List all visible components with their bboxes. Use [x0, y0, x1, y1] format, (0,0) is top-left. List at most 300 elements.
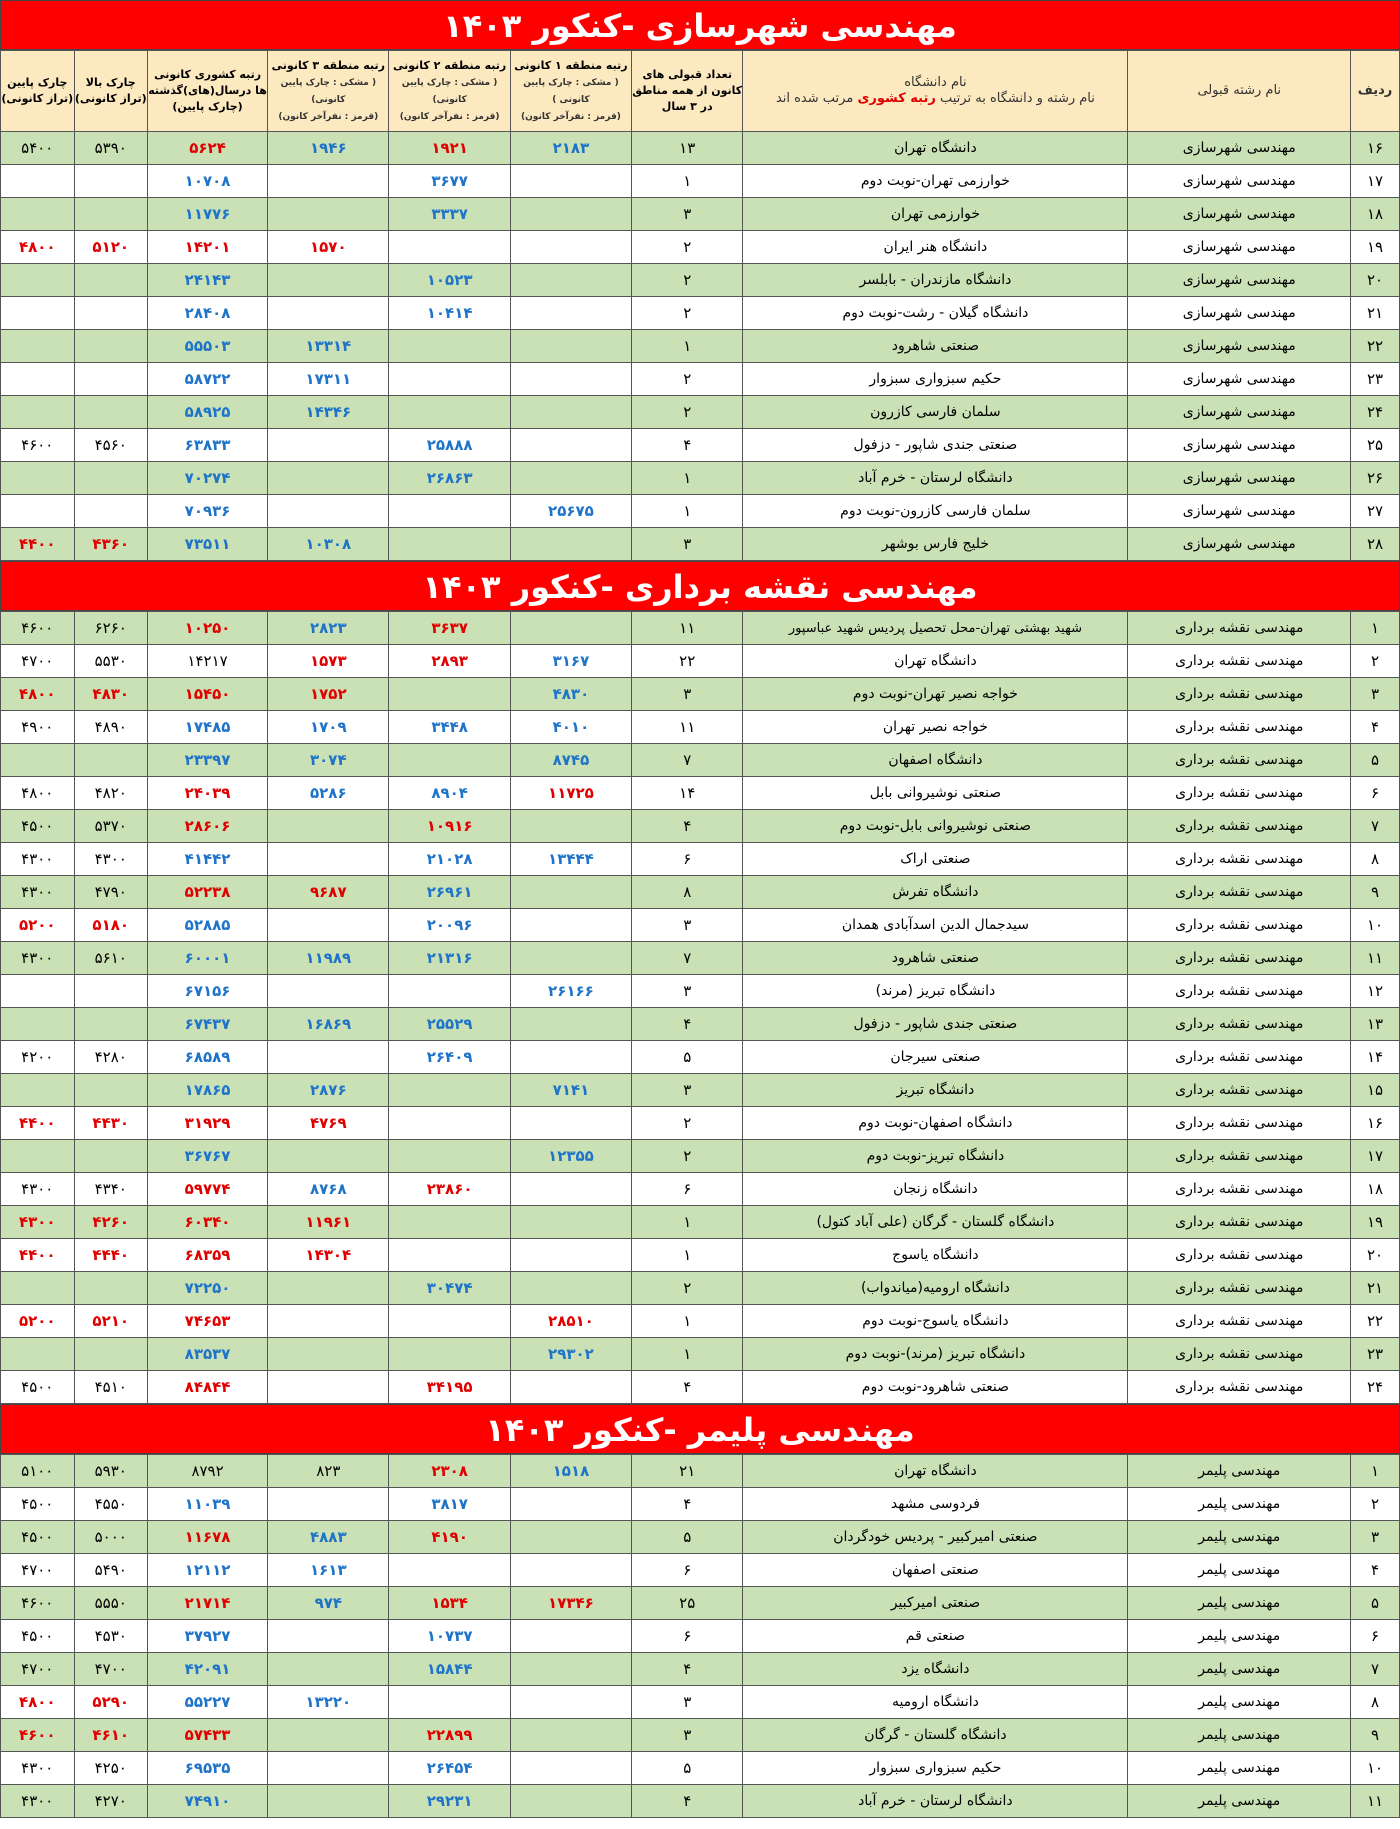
major-cell: مهندسی پلیمر	[1128, 1653, 1351, 1686]
rank-region3-cell: ۵۲۸۶	[268, 777, 389, 810]
upper-quartile-cell: ۴۴۴۰	[74, 1239, 147, 1272]
rank-region1-cell: ۱۷۳۴۶	[510, 1587, 631, 1620]
row-number-cell: ۱۳	[1351, 1008, 1400, 1041]
upper-quartile-cell: ۴۲۶۰	[74, 1206, 147, 1239]
row-number-cell: ۱۰	[1351, 909, 1400, 942]
rank-region1-cell	[510, 1752, 631, 1785]
rank-region1-cell: ۲۵۶۷۵	[510, 495, 631, 528]
rank-region1-cell	[510, 810, 631, 843]
rank-region3-cell: ۹۶۸۷	[268, 876, 389, 909]
rank-region1-cell	[510, 1041, 631, 1074]
major-cell: مهندسی شهرسازی	[1128, 297, 1351, 330]
table-row	[1, 1785, 1400, 1818]
lower-quartile-cell	[1, 462, 75, 495]
table-row	[1, 1305, 1400, 1338]
rank-region1-cell: ۲۶۱۶۶	[510, 975, 631, 1008]
major-cell: مهندسی نقشه برداری	[1128, 942, 1351, 975]
upper-quartile-cell: ۵۱۸۰	[74, 909, 147, 942]
upper-quartile-cell	[74, 396, 147, 429]
admit-count-cell: ۶	[632, 1554, 743, 1587]
header-rank-region1	[510, 51, 631, 132]
rank-region2-cell: ۲۶۴۵۴	[389, 1752, 510, 1785]
major-cell: مهندسی شهرسازی	[1128, 165, 1351, 198]
admit-count-cell: ۳	[632, 198, 743, 231]
upper-quartile-cell: ۴۸۳۰	[74, 678, 147, 711]
national-rank-cell: ۱۷۴۸۵	[147, 711, 267, 744]
lower-quartile-cell	[1, 396, 75, 429]
table-row	[1, 744, 1400, 777]
university-cell: صنعتی شاهرود-نوبت دوم	[743, 1371, 1128, 1404]
rank-region3-cell: ۲۸۷۶	[268, 1074, 389, 1107]
rank-region1-cell	[510, 1785, 631, 1818]
row-number-cell: ۱۷	[1351, 1140, 1400, 1173]
lower-quartile-cell: ۴۳۰۰	[1, 843, 75, 876]
national-rank-cell: ۷۴۹۱۰	[147, 1785, 267, 1818]
rank-region1-cell	[510, 909, 631, 942]
header-rank-region3-text: ( مشکی : چارک پایین کانونی)	[280, 77, 377, 105]
row-number-cell: ۱۱	[1351, 1785, 1400, 1818]
table-row	[1, 777, 1400, 810]
admit-count-cell: ۷	[632, 744, 743, 777]
row-number-cell: ۴	[1351, 711, 1400, 744]
major-cell: مهندسی نقشه برداری	[1128, 744, 1351, 777]
national-rank-cell: ۵۸۷۲۲	[147, 363, 267, 396]
rank-region2-cell	[389, 495, 510, 528]
national-rank-cell: ۱۰۲۵۰	[147, 612, 267, 645]
university-cell: دانشگاه تفرش	[743, 876, 1128, 909]
rank-region1-cell: ۱۱۷۲۵	[510, 777, 631, 810]
lower-quartile-cell: ۴۲۰۰	[1, 1041, 75, 1074]
upper-quartile-cell: ۴۲۵۰	[74, 1752, 147, 1785]
row-number-cell: ۳	[1351, 678, 1400, 711]
lower-quartile-cell: ۴۳۰۰	[1, 876, 75, 909]
upper-quartile-cell	[74, 1074, 147, 1107]
upper-quartile-cell: ۵۳۹۰	[74, 132, 147, 165]
header-university-text: نام رشته و دانشگاه به ترتیب	[935, 91, 1095, 106]
upper-quartile-cell	[74, 975, 147, 1008]
lower-quartile-cell: ۴۳۰۰	[1, 1785, 75, 1818]
rank-region3-cell	[268, 909, 389, 942]
national-rank-cell: ۵۵۵۰۳	[147, 330, 267, 363]
university-cell: خوارزمی تهران	[743, 198, 1128, 231]
header-national-rank	[147, 51, 267, 132]
national-rank-cell: ۷۰۲۷۴	[147, 462, 267, 495]
national-rank-cell: ۱۰۷۰۸	[147, 165, 267, 198]
rank-region2-cell: ۲۹۲۳۱	[389, 1785, 510, 1818]
table-row	[1, 645, 1400, 678]
admit-count-cell: ۱	[632, 165, 743, 198]
rank-region2-cell: ۳۰۴۷۴	[389, 1272, 510, 1305]
row-number-cell: ۹	[1351, 876, 1400, 909]
upper-quartile-cell: ۵۶۱۰	[74, 942, 147, 975]
major-cell: مهندسی نقشه برداری	[1128, 1371, 1351, 1404]
rank-region2-cell	[389, 1686, 510, 1719]
lower-quartile-cell: ۴۸۰۰	[1, 777, 75, 810]
table-row	[1, 1041, 1400, 1074]
major-cell: مهندسی نقشه برداری	[1128, 777, 1351, 810]
table-row	[1, 1107, 1400, 1140]
university-cell: دانشگاه گیلان - رشت-نوبت دوم	[743, 297, 1128, 330]
row-number-cell: ۲۵	[1351, 429, 1400, 462]
table-row	[1, 297, 1400, 330]
upper-quartile-cell: ۵۲۱۰	[74, 1305, 147, 1338]
upper-quartile-cell	[74, 330, 147, 363]
admit-count-cell: ۱	[632, 1338, 743, 1371]
rank-region1-cell	[510, 942, 631, 975]
rank-region3-cell	[268, 1305, 389, 1338]
major-cell: مهندسی نقشه برداری	[1128, 1239, 1351, 1272]
rank-region3-cell	[268, 1338, 389, 1371]
rank-region1-cell	[510, 1272, 631, 1305]
table-row	[1, 363, 1400, 396]
major-cell: مهندسی نقشه برداری	[1128, 1140, 1351, 1173]
row-number-cell: ۲۷	[1351, 495, 1400, 528]
university-cell: دانشگاه مازندران - بابلسر	[743, 264, 1128, 297]
major-cell: مهندسی شهرسازی	[1128, 363, 1351, 396]
table-row	[1, 1587, 1400, 1620]
header-upper-quartile-text: چارک بالا	[85, 76, 136, 89]
header-rank-region1-text: ( مشکی : چارک پایین کانونی )	[523, 77, 619, 105]
rank-region1-cell	[510, 1620, 631, 1653]
upper-quartile-cell: ۵۴۹۰	[74, 1554, 147, 1587]
lower-quartile-cell	[1, 1140, 75, 1173]
row-number-cell: ۲۴	[1351, 396, 1400, 429]
table-row	[1, 165, 1400, 198]
rank-region3-cell: ۱۷۵۲	[268, 678, 389, 711]
table-row	[1, 1620, 1400, 1653]
row-number-cell: ۱۶	[1351, 132, 1400, 165]
rank-region2-cell: ۱۹۲۱	[389, 132, 510, 165]
national-rank-cell: ۴۲۰۹۱	[147, 1653, 267, 1686]
rank-region2-cell: ۲۵۵۲۹	[389, 1008, 510, 1041]
rank-region1-cell: ۴۸۳۰	[510, 678, 631, 711]
rank-region2-cell: ۱۵۸۴۴	[389, 1653, 510, 1686]
national-rank-cell: ۵۷۴۳۳	[147, 1719, 267, 1752]
rank-region3-cell	[268, 1488, 389, 1521]
table-row	[1, 1140, 1400, 1173]
admit-count-cell: ۵	[632, 1041, 743, 1074]
header-university	[743, 51, 1128, 132]
rank-region1-cell	[510, 528, 631, 561]
national-rank-cell: ۵۶۲۴	[147, 132, 267, 165]
university-cell: دانشگاه ارومیه(میاندواب)	[743, 1272, 1128, 1305]
rank-region1-cell	[510, 1521, 631, 1554]
lower-quartile-cell: ۴۷۰۰	[1, 645, 75, 678]
lower-quartile-cell: ۴۳۰۰	[1, 1752, 75, 1785]
major-cell: مهندسی نقشه برداری	[1128, 909, 1351, 942]
lower-quartile-cell: ۴۶۰۰	[1, 429, 75, 462]
header-rank-region1-text: (قرمز : نفرآخر کانون)	[521, 111, 621, 122]
rank-region1-cell	[510, 612, 631, 645]
row-number-cell: ۲۰	[1351, 1239, 1400, 1272]
table-row	[1, 231, 1400, 264]
lower-quartile-cell	[1, 495, 75, 528]
rank-region1-cell: ۱۲۳۵۵	[510, 1140, 631, 1173]
lower-quartile-cell	[1, 330, 75, 363]
upper-quartile-cell: ۴۲۷۰	[74, 1785, 147, 1818]
rank-region2-cell: ۸۹۰۴	[389, 777, 510, 810]
major-cell: مهندسی نقشه برداری	[1128, 1206, 1351, 1239]
national-rank-cell: ۶۷۱۵۶	[147, 975, 267, 1008]
major-cell: مهندسی شهرسازی	[1128, 264, 1351, 297]
upper-quartile-cell	[74, 1272, 147, 1305]
rank-region3-cell	[268, 462, 389, 495]
admit-count-cell: ۳	[632, 1719, 743, 1752]
table-row	[1, 495, 1400, 528]
rank-region2-cell	[389, 744, 510, 777]
header-lower-quartile	[1, 51, 75, 132]
rank-region3-cell	[268, 264, 389, 297]
rank-region2-cell: ۲۶۸۶۳	[389, 462, 510, 495]
rank-region2-cell: ۱۰۷۳۷	[389, 1620, 510, 1653]
national-rank-cell: ۳۱۹۲۹	[147, 1107, 267, 1140]
table-row	[1, 678, 1400, 711]
admit-count-cell: ۲	[632, 1272, 743, 1305]
lower-quartile-cell	[1, 744, 75, 777]
header-admit-count-text: تعداد قبولی های کانون از همه مناطق در ۳ سال	[632, 68, 743, 113]
row-number-cell: ۱	[1351, 612, 1400, 645]
rank-region1-cell: ۸۷۴۵	[510, 744, 631, 777]
rank-region1-cell: ۷۱۴۱	[510, 1074, 631, 1107]
rank-region3-cell	[268, 975, 389, 1008]
upper-quartile-cell	[74, 363, 147, 396]
university-cell: صنعتی شاهرود	[743, 942, 1128, 975]
upper-quartile-cell: ۴۳۶۰	[74, 528, 147, 561]
university-cell: صنعتی قم	[743, 1620, 1128, 1653]
university-cell: دانشگاه اصفهان-نوبت دوم	[743, 1107, 1128, 1140]
national-rank-cell: ۲۴۰۳۹	[147, 777, 267, 810]
rank-region2-cell	[389, 528, 510, 561]
rank-region1-cell: ۲۸۵۱۰	[510, 1305, 631, 1338]
table-row	[1, 909, 1400, 942]
major-cell: مهندسی پلیمر	[1128, 1752, 1351, 1785]
header-major	[1128, 51, 1351, 132]
upper-quartile-cell: ۶۲۶۰	[74, 612, 147, 645]
table-row	[1, 462, 1400, 495]
major-cell: مهندسی پلیمر	[1128, 1488, 1351, 1521]
lower-quartile-cell	[1, 1272, 75, 1305]
university-cell: دانشگاه تبریز	[743, 1074, 1128, 1107]
major-cell: مهندسی شهرسازی	[1128, 495, 1351, 528]
admit-count-cell: ۱۴	[632, 777, 743, 810]
admit-count-cell: ۴	[632, 810, 743, 843]
major-cell: مهندسی شهرسازی	[1128, 231, 1351, 264]
admit-count-cell: ۳	[632, 1074, 743, 1107]
rank-region3-cell: ۱۰۳۰۸	[268, 528, 389, 561]
admit-count-cell: ۲	[632, 363, 743, 396]
national-rank-cell: ۶۸۳۵۹	[147, 1239, 267, 1272]
national-rank-cell: ۱۲۱۱۲	[147, 1554, 267, 1587]
table-row	[1, 1008, 1400, 1041]
row-number-cell: ۱۱	[1351, 942, 1400, 975]
rank-region1-cell	[510, 264, 631, 297]
rank-region3-cell	[268, 1785, 389, 1818]
upper-quartile-cell	[74, 1338, 147, 1371]
rank-region1-cell: ۴۰۱۰	[510, 711, 631, 744]
university-cell: حکیم سبزواری سبزوار	[743, 363, 1128, 396]
admit-count-cell: ۲	[632, 1107, 743, 1140]
rank-region2-cell	[389, 396, 510, 429]
rank-region3-cell	[268, 1752, 389, 1785]
upper-quartile-cell: ۴۶۱۰	[74, 1719, 147, 1752]
rank-region3-cell	[268, 429, 389, 462]
rank-region2-cell: ۱۰۹۱۶	[389, 810, 510, 843]
table-row	[1, 1338, 1400, 1371]
rank-region1-cell	[510, 1686, 631, 1719]
header-major-text: نام رشته قبولی	[1197, 83, 1282, 98]
rank-region1-cell: ۱۵۱۸	[510, 1455, 631, 1488]
major-cell: مهندسی پلیمر	[1128, 1686, 1351, 1719]
rank-region2-cell	[389, 975, 510, 1008]
rank-region3-cell	[268, 297, 389, 330]
lower-quartile-cell: ۴۵۰۰	[1, 1371, 75, 1404]
header-lower-quartile-text: چارک پایین	[7, 76, 68, 89]
rank-region1-cell	[510, 1653, 631, 1686]
major-cell: مهندسی پلیمر	[1128, 1521, 1351, 1554]
lower-quartile-cell	[1, 1008, 75, 1041]
rank-region2-cell: ۳۴۱۹۵	[389, 1371, 510, 1404]
table-header	[1, 51, 1400, 132]
row-number-cell: ۸	[1351, 1686, 1400, 1719]
upper-quartile-cell	[74, 495, 147, 528]
header-university-text: نام دانشگاه	[904, 75, 967, 90]
row-number-cell: ۱۸	[1351, 1173, 1400, 1206]
header-rank-region2-text: (قرمز : نفرآخر کانون)	[399, 111, 500, 122]
admit-count-cell: ۱	[632, 462, 743, 495]
rank-region2-cell: ۳۶۳۷	[389, 612, 510, 645]
rank-region3-cell	[268, 1272, 389, 1305]
lower-quartile-cell: ۵۲۰۰	[1, 909, 75, 942]
header-university-text: رتبه کشوری	[857, 91, 936, 106]
table-row	[1, 612, 1400, 645]
table-row	[1, 876, 1400, 909]
row-number-cell: ۱۴	[1351, 1041, 1400, 1074]
rank-region1-cell	[510, 429, 631, 462]
header-national-rank-text: رتبه کشوری کانونی ها درسال(های)گذشته	[148, 68, 267, 97]
admit-count-cell: ۳	[632, 1686, 743, 1719]
university-cell: دانشگاه هنر ایران	[743, 231, 1128, 264]
rank-region2-cell: ۲۳۰۸	[389, 1455, 510, 1488]
table-row	[1, 711, 1400, 744]
results-table	[0, 50, 1400, 561]
header-row-number-text: ردیف	[1357, 83, 1393, 98]
row-number-cell: ۱۵	[1351, 1074, 1400, 1107]
rank-region1-cell	[510, 1239, 631, 1272]
header-rank-region2-text: رتبه منطقه ۲ کانونی	[392, 58, 507, 72]
rank-region2-cell: ۲۱۳۱۶	[389, 942, 510, 975]
rank-region1-cell	[510, 1008, 631, 1041]
lower-quartile-cell	[1, 975, 75, 1008]
lower-quartile-cell	[1, 297, 75, 330]
row-number-cell: ۸	[1351, 843, 1400, 876]
rank-region1-cell	[510, 462, 631, 495]
rank-region1-cell	[510, 231, 631, 264]
national-rank-cell: ۵۲۸۸۵	[147, 909, 267, 942]
national-rank-cell: ۶۰۳۴۰	[147, 1206, 267, 1239]
university-cell: دانشگاه تهران	[743, 132, 1128, 165]
admit-count-cell: ۵	[632, 1752, 743, 1785]
rank-region3-cell: ۱۶۸۶۹	[268, 1008, 389, 1041]
admit-count-cell: ۴	[632, 1008, 743, 1041]
table-row	[1, 132, 1400, 165]
rank-region1-cell	[510, 1173, 631, 1206]
major-cell: مهندسی نقشه برداری	[1128, 876, 1351, 909]
admit-count-cell: ۳	[632, 678, 743, 711]
major-cell: مهندسی پلیمر	[1128, 1455, 1351, 1488]
row-number-cell: ۷	[1351, 1653, 1400, 1686]
university-cell: دانشگاه یاسوج	[743, 1239, 1128, 1272]
row-number-cell: ۲۸	[1351, 528, 1400, 561]
rank-region2-cell	[389, 1107, 510, 1140]
lower-quartile-cell: ۴۹۰۰	[1, 711, 75, 744]
results-table	[0, 611, 1400, 1404]
section-title-banner: مهندسی نقشه برداری -کنکور ۱۴۰۳	[0, 561, 1400, 611]
university-cell: حکیم سبزواری سبزوار	[743, 1752, 1128, 1785]
rank-region3-cell: ۱۳۲۲۰	[268, 1686, 389, 1719]
header-row-number	[1351, 51, 1400, 132]
rank-region1-cell	[510, 1206, 631, 1239]
header-rank-region2	[389, 51, 510, 132]
upper-quartile-cell: ۵۹۳۰	[74, 1455, 147, 1488]
row-number-cell: ۲۱	[1351, 1272, 1400, 1305]
upper-quartile-cell: ۵۳۷۰	[74, 810, 147, 843]
admit-count-cell: ۲۱	[632, 1455, 743, 1488]
header-rank-region3	[268, 51, 389, 132]
rank-region1-cell	[510, 330, 631, 363]
rank-region3-cell: ۳۰۷۴	[268, 744, 389, 777]
national-rank-cell: ۸۳۵۳۷	[147, 1338, 267, 1371]
lower-quartile-cell: ۵۱۰۰	[1, 1455, 75, 1488]
row-number-cell: ۲۳	[1351, 363, 1400, 396]
admit-count-cell: ۱۳	[632, 132, 743, 165]
rank-region2-cell	[389, 231, 510, 264]
rank-region3-cell: ۱۵۷۰	[268, 231, 389, 264]
upper-quartile-cell: ۴۳۴۰	[74, 1173, 147, 1206]
rank-region2-cell	[389, 1554, 510, 1587]
lower-quartile-cell: ۴۴۰۰	[1, 1239, 75, 1272]
lower-quartile-cell: ۴۷۰۰	[1, 1554, 75, 1587]
rank-region1-cell	[510, 876, 631, 909]
upper-quartile-cell: ۵۰۰۰	[74, 1521, 147, 1554]
admit-count-cell: ۶	[632, 1620, 743, 1653]
rank-region1-cell	[510, 1488, 631, 1521]
row-number-cell: ۲	[1351, 1488, 1400, 1521]
rank-region2-cell: ۳۴۴۸	[389, 711, 510, 744]
admit-count-cell: ۳	[632, 909, 743, 942]
lower-quartile-cell: ۴۳۰۰	[1, 942, 75, 975]
header-rank-region1-text: رتبه منطقه ۱ کانونی	[514, 58, 628, 72]
rank-region3-cell	[268, 198, 389, 231]
header-university-text: مرتب شده اند	[775, 91, 858, 106]
rank-region3-cell: ۲۸۲۳	[268, 612, 389, 645]
national-rank-cell: ۱۱۷۷۶	[147, 198, 267, 231]
row-number-cell: ۹	[1351, 1719, 1400, 1752]
row-number-cell: ۲۲	[1351, 330, 1400, 363]
national-rank-cell: ۳۷۹۲۷	[147, 1620, 267, 1653]
lower-quartile-cell	[1, 264, 75, 297]
major-cell: مهندسی شهرسازی	[1128, 429, 1351, 462]
rank-region2-cell: ۳۸۱۷	[389, 1488, 510, 1521]
university-cell: صنعتی امیرکبیر - پردیس خودگردان	[743, 1521, 1128, 1554]
rank-region2-cell: ۲۰۰۹۶	[389, 909, 510, 942]
major-cell: مهندسی پلیمر	[1128, 1620, 1351, 1653]
table-row	[1, 1074, 1400, 1107]
major-cell: مهندسی نقشه برداری	[1128, 1305, 1351, 1338]
admit-count-cell: ۲	[632, 264, 743, 297]
row-number-cell: ۲۱	[1351, 297, 1400, 330]
national-rank-cell: ۶۳۸۳۳	[147, 429, 267, 462]
results-table	[0, 1454, 1400, 1818]
